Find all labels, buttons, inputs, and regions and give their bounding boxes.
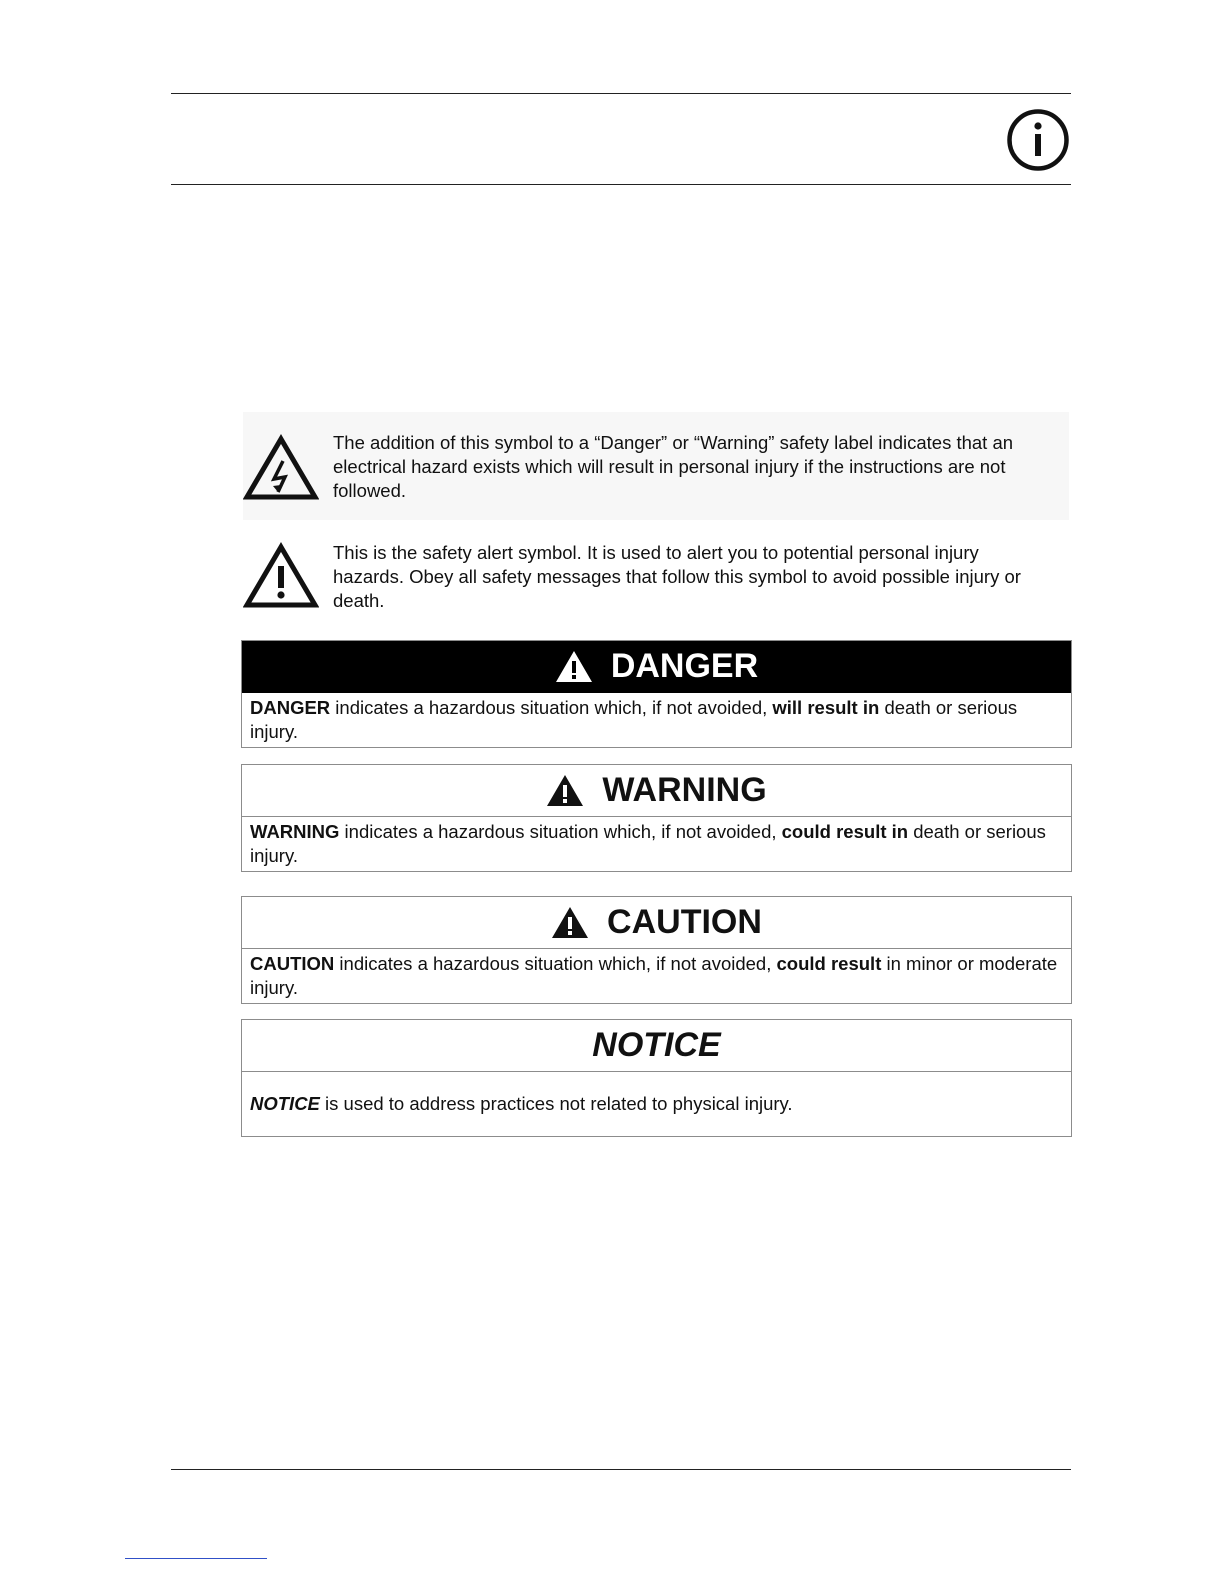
warning-text-1: indicates a hazardous situation which, if not avoided, xyxy=(339,821,782,842)
warning-title: WARNING xyxy=(602,771,767,809)
danger-lead: DANGER xyxy=(250,697,331,718)
warning-header xyxy=(242,765,1071,817)
caution-text-2: in minor or moderate injury. xyxy=(250,953,1058,998)
safety-alert-icon xyxy=(243,542,319,610)
caution-lead: CAUTION xyxy=(250,953,335,974)
footer-rule xyxy=(171,1469,1071,1470)
caution-title: CAUTION xyxy=(607,903,762,941)
danger-text-1: indicates a hazardous situation which, if not avoided, xyxy=(330,697,773,718)
notice-description xyxy=(242,1072,1071,1116)
info-icon xyxy=(1006,108,1070,172)
notice-title: NOTICE xyxy=(592,1026,721,1064)
footnote-separator xyxy=(125,1558,267,1559)
header-top-rule xyxy=(171,93,1071,94)
electrical-hazard-row xyxy=(243,412,1069,520)
caution-message-box xyxy=(241,896,1072,1004)
header-bottom-rule xyxy=(171,184,1071,185)
danger-description xyxy=(242,693,1071,744)
safety-alert-description: This is the safety alert symbol. It is used to alert you to potential personal injury hazards. Obey all safety messages that follow this symbol to avoid possible injury or death. xyxy=(333,542,1021,611)
notice-header xyxy=(242,1020,1071,1072)
warning-emphasis: could result in xyxy=(781,821,909,842)
notice-lead: NOTICE xyxy=(250,1093,320,1114)
warning-text-2: death or serious injury. xyxy=(250,821,1046,866)
warning-alert-icon xyxy=(546,774,584,807)
electrical-hazard-icon xyxy=(243,434,319,502)
danger-header xyxy=(242,641,1071,693)
danger-message-box xyxy=(241,640,1072,748)
notice-text-1: is used to address practices not related to physical injury. xyxy=(319,1093,793,1114)
caution-text-1: indicates a hazardous situation which, if not avoided, xyxy=(334,953,777,974)
warning-message-box xyxy=(241,764,1072,872)
caution-header xyxy=(242,897,1071,949)
safety-alert-row xyxy=(243,530,1069,630)
danger-title: DANGER xyxy=(610,647,759,685)
warning-lead: WARNING xyxy=(250,821,340,842)
notice-message-box xyxy=(241,1019,1072,1137)
warning-description xyxy=(242,817,1071,868)
danger-text-2: death or serious injury. xyxy=(250,697,1018,742)
caution-alert-icon xyxy=(551,906,589,939)
danger-alert-icon xyxy=(555,650,593,683)
caution-description xyxy=(242,949,1071,1000)
danger-emphasis: will result in xyxy=(772,697,880,718)
electrical-hazard-description: The addition of this symbol to a “Danger” or “Warning” safety label indicates that an electrical hazard exists which will result in personal injury if the instructions are not followed. xyxy=(333,432,1014,501)
caution-emphasis: could result xyxy=(776,953,882,974)
